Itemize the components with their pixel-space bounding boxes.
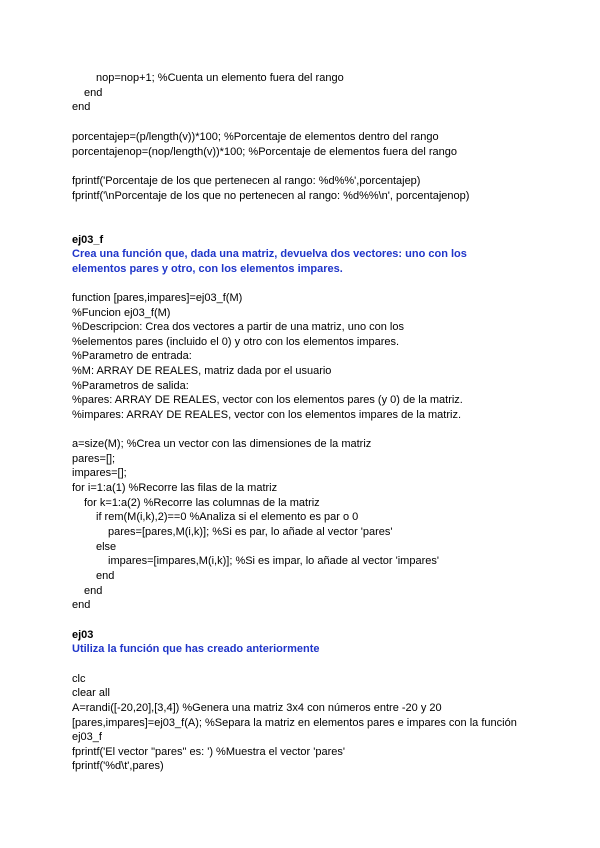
code-line: fprintf('%d\t',pares) xyxy=(72,760,164,772)
code-line: %elementos pares (incluido el 0) y otro con los elementos impares. xyxy=(72,336,400,348)
code-line: impares=[impares,M(i,k)]; %Si es impar, lo añade al vector 'impares' xyxy=(108,555,439,567)
code-line: %pares: ARRAY DE REALES, vector con los elementos pares (y 0) de la matriz. xyxy=(72,394,463,406)
code-line: for k=1:a(2) %Recorre las columnas de la matriz xyxy=(84,497,320,509)
code-line: end xyxy=(72,101,91,113)
code-line: porcentajep=(p/length(v))*100; %Porcentaje de elementos dentro del rango xyxy=(72,131,439,143)
code-line: %impares: ARRAY DE REALES, vector con los elementos impares de la matriz. xyxy=(72,409,462,421)
code-line: nop=nop+1; %Cuenta un elemento fuera del rango xyxy=(96,72,344,84)
section-title-ej03-f: ej03_f xyxy=(72,234,104,246)
code-line: ej03_f xyxy=(72,731,102,743)
code-line: clc xyxy=(72,673,86,685)
code-line: %Parametro de entrada: xyxy=(72,350,192,362)
code-line: %Funcion ej03_f(M) xyxy=(72,307,171,319)
code-line: [pares,impares]=ej03_f(A); %Separa la matriz en elementos pares e impares con la función xyxy=(72,717,517,729)
code-line: end xyxy=(84,585,103,597)
code-line: if rem(M(i,k),2)==0 %Analiza si el elemento es par o 0 xyxy=(96,511,359,523)
code-line: pares=[pares,M(i,k)]; %Si es par, lo añade al vector 'pares' xyxy=(108,526,393,538)
code-line: end xyxy=(84,87,103,99)
section-heading: Utiliza la función que has creado anteriormente xyxy=(72,643,320,655)
code-line: end xyxy=(96,570,115,582)
code-line: a=size(M); %Crea un vector con las dimensiones de la matriz xyxy=(72,438,372,450)
code-line: clear all xyxy=(72,687,110,699)
code-line: fprintf('\nPorcentaje de los que no pertenecen al rango: %d%%\n', porcentajenop) xyxy=(72,190,470,202)
code-line: pares=[]; xyxy=(72,453,116,465)
code-line: for i=1:a(1) %Recorre las filas de la matriz xyxy=(72,482,278,494)
code-line: A=randi([-20,20],[3,4]) %Genera una matriz 3x4 con números entre -20 y 20 xyxy=(72,702,442,714)
code-line: fprintf('Porcentaje de los que pertenecen al rango: %d%%',porcentajep) xyxy=(72,175,421,187)
code-line: else xyxy=(96,541,117,553)
code-line: impares=[]; xyxy=(72,467,127,479)
section-title-ej03: ej03 xyxy=(72,629,94,641)
code-line: %Parametros de salida: xyxy=(72,380,189,392)
code-line: end xyxy=(72,599,91,611)
code-line: fprintf('El vector "pares" es: ') %Muestra el vector 'pares' xyxy=(72,746,345,758)
section-heading: Crea una función que, dada una matriz, devuelva dos vectores: uno con los xyxy=(72,248,467,260)
code-line: %Descripcion: Crea dos vectores a partir de una matriz, uno con los xyxy=(72,321,404,333)
code-line: function [pares,impares]=ej03_f(M) xyxy=(72,292,243,304)
code-line: %M: ARRAY DE REALES, matriz dada por el usuario xyxy=(72,365,332,377)
section-heading: elementos pares y otro, con los elementos impares. xyxy=(72,263,343,275)
code-line: porcentajenop=(nop/length(v))*100; %Porcentaje de elementos fuera del rango xyxy=(72,146,457,158)
